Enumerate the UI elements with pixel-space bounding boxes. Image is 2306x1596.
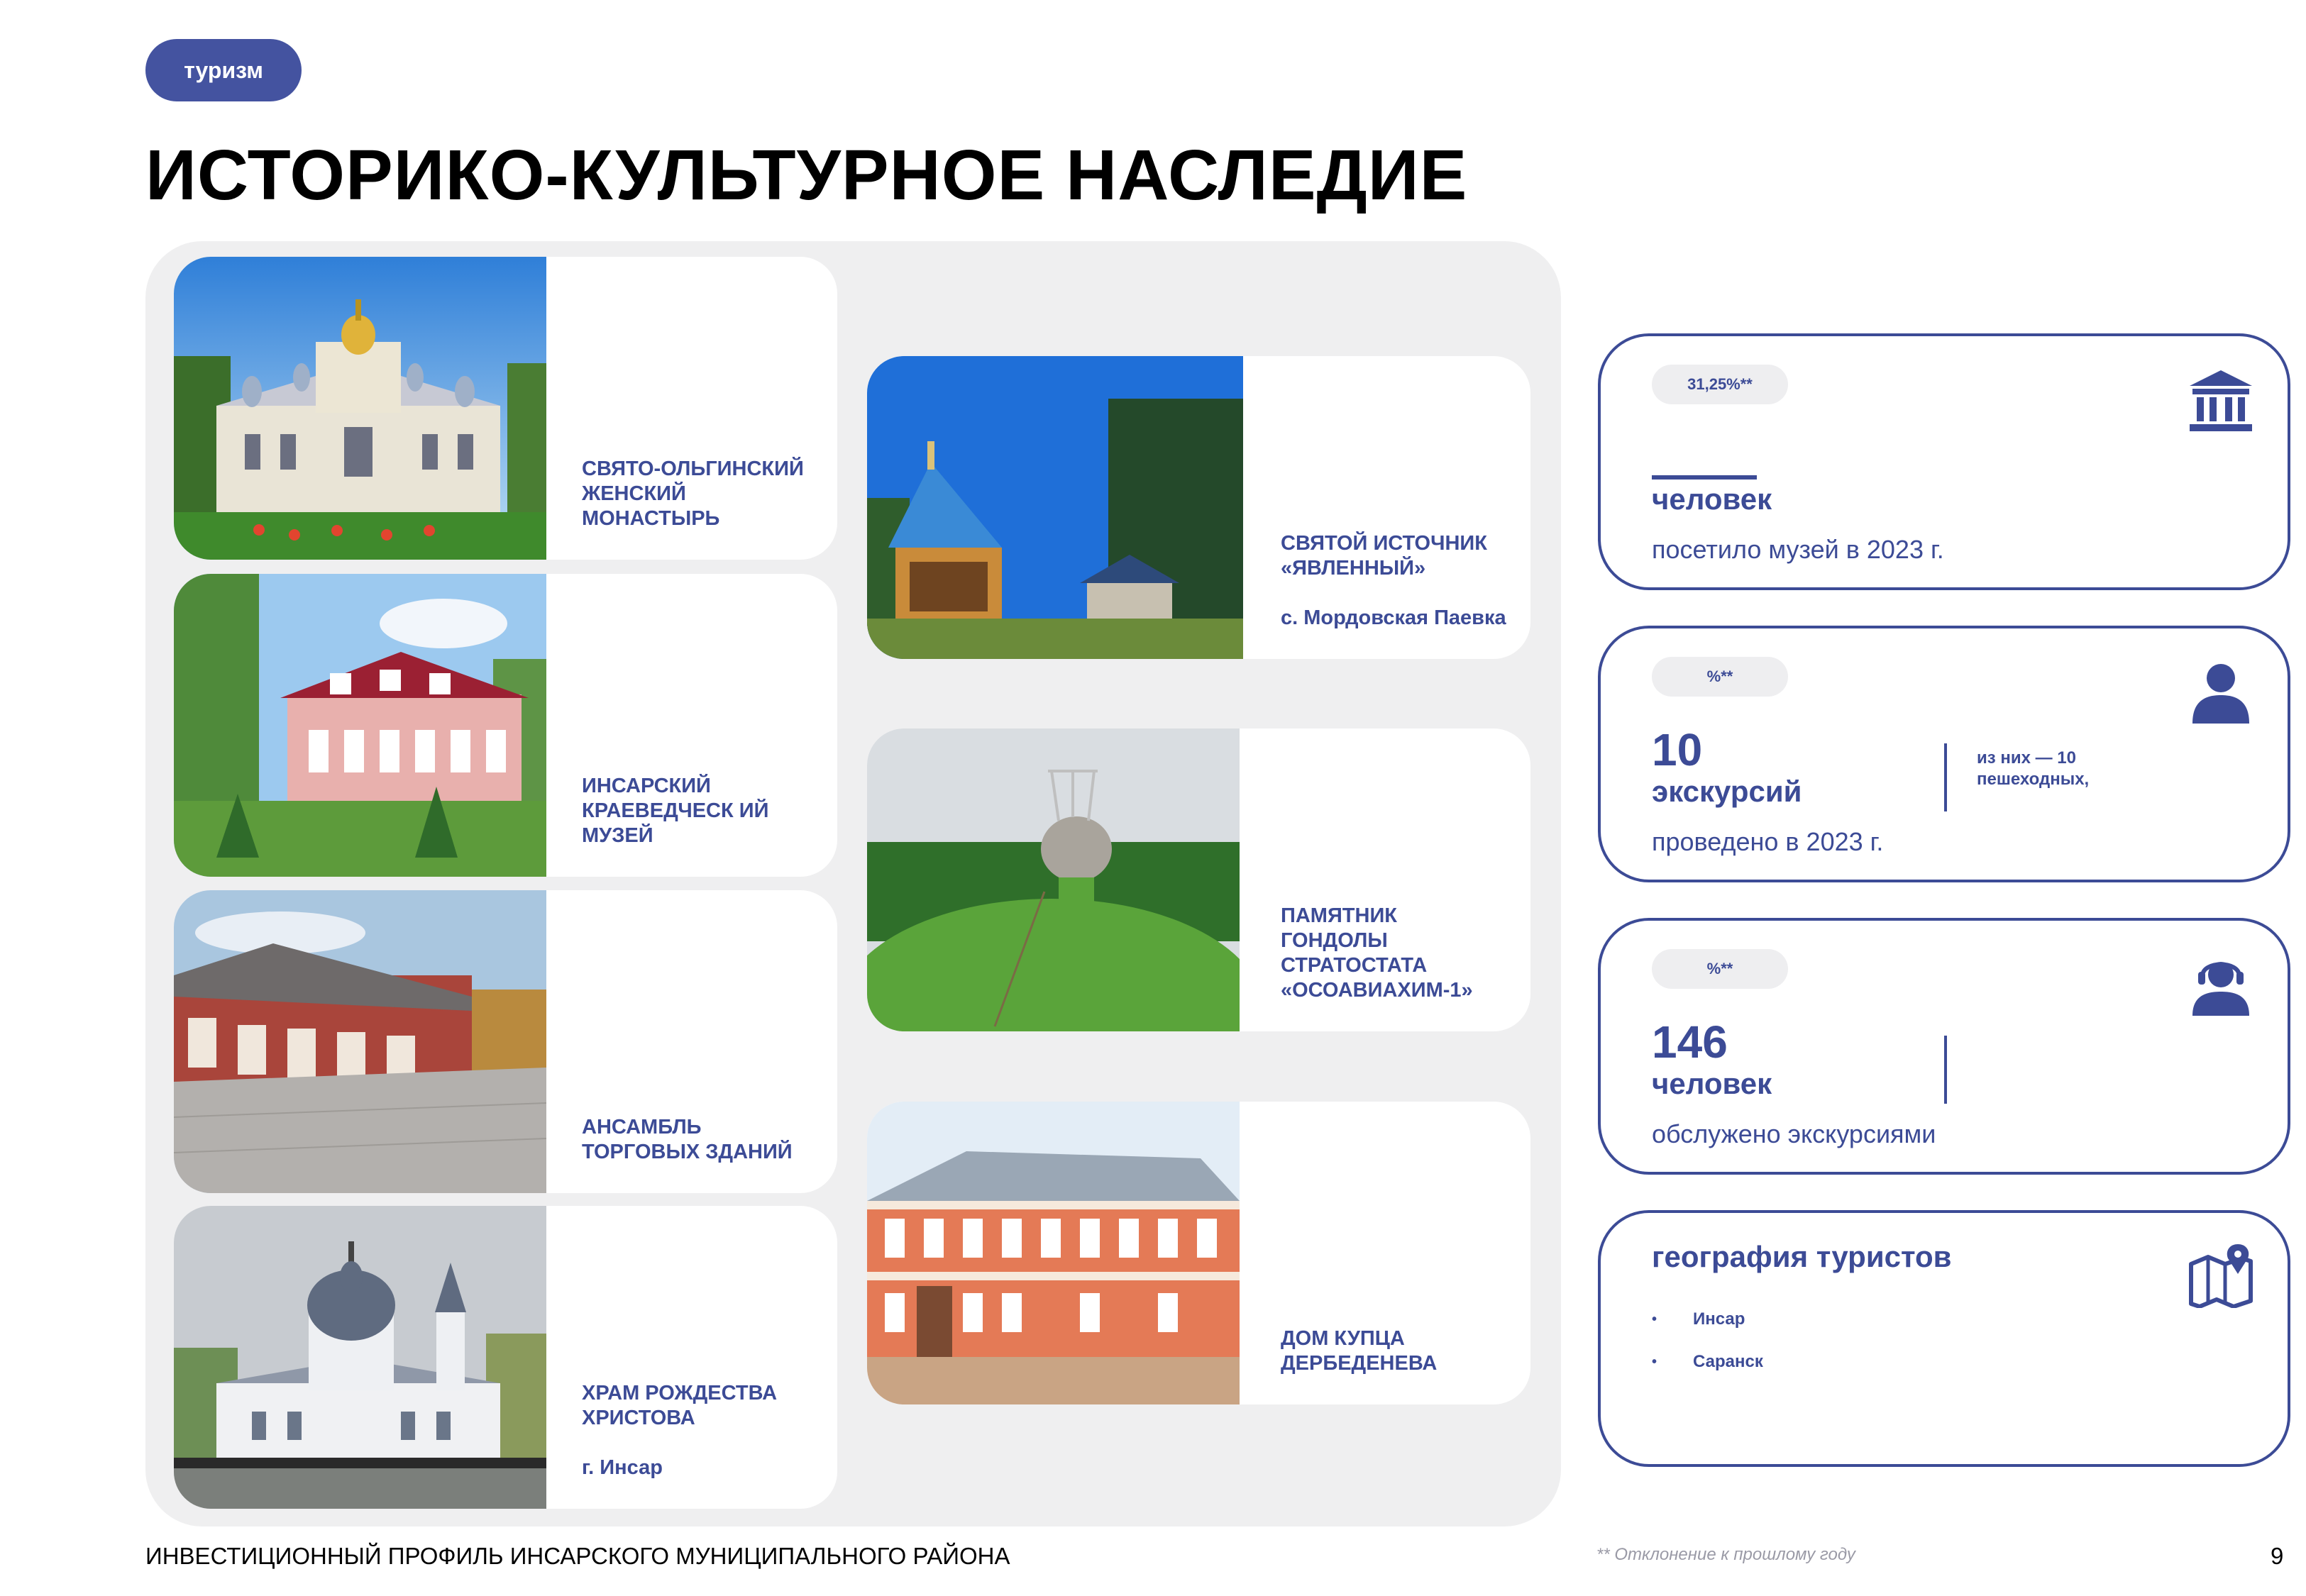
site-card-holy-spring[interactable] [867,356,1530,659]
site-caption: ХРАМ РОЖДЕСТВА ХРИСТОВА г. Инсар [582,1382,778,1479]
museum-icon [2187,366,2255,434]
stat-description: обслужено экскурсиями [1652,1119,1936,1148]
walking-excursions-note: из них — 10 пешеходных, [1977,748,2090,789]
stat-description: проведено в 2023 г. [1652,827,1884,856]
site-caption: ДОМ КУПЦА ДЕРБЕДЕНЕВА [1281,1327,1438,1375]
site-card-trade-buildings[interactable] [174,890,837,1193]
geography-list [1652,1298,1763,1383]
stratostat-monument-photo [867,728,1240,1031]
section-tag: туризм [145,39,302,101]
site-card-museum[interactable] [174,574,837,877]
merchant-house-photo [867,1102,1240,1404]
museum-photo [174,574,546,877]
stat-excursions [1598,626,2290,882]
map-pin-icon [2187,1240,2255,1308]
geography-title: география туристов [1652,1240,1952,1273]
page-title: ИСТОРИКО-КУЛЬТУРНОЕ НАСЛЕДИЕ [145,135,1468,215]
page-number: 9 [2271,1543,2284,1569]
nativity-church-photo [174,1206,546,1509]
stat-value: 146 [1652,1016,1728,1068]
site-caption: ПАМЯТНИК ГОНДОЛЫ СТРАТОСТАТА «ОСОАВИАХИМ-1» [1281,904,1473,1002]
stat-unit: человек [1652,1067,1772,1100]
change-badge: 31,25%** [1652,365,1788,404]
divider [1944,1036,1947,1104]
stat-unit: человек [1652,482,1772,516]
value-underline [1652,475,1757,480]
stat-value: 10 [1652,724,1703,775]
trade-buildings-photo [174,890,546,1193]
holy-spring-photo [867,356,1243,659]
site-card-stratostat-monument[interactable] [867,728,1530,1031]
site-card-nativity-church[interactable] [174,1206,837,1509]
site-caption: АНСАМБЛЬ ТОРГОВЫХ ЗДАНИЙ [582,1116,793,1163]
stat-people-served [1598,918,2290,1175]
site-card-monastery[interactable] [174,257,837,560]
person-icon [2187,658,2255,726]
list-item: • Саранск [1652,1352,1763,1371]
footer-footnote: ** Отклонение к прошлому году [1596,1545,1855,1564]
change-badge: %** [1652,657,1788,697]
guide-headset-icon [2187,951,2255,1019]
site-caption: СВЯТО-ОЛЬГИНСКИЙ ЖЕНСКИЙ МОНАСТЫРЬ [582,458,804,530]
change-badge: %** [1652,949,1788,989]
stat-unit: экскурсий [1652,775,1802,808]
divider [1944,743,1947,811]
site-card-merchant-house[interactable] [867,1102,1530,1404]
stat-museum-visitors [1598,333,2290,590]
footer-profile-title: ИНВЕСТИЦИОННЫЙ ПРОФИЛЬ ИНСАРСКОГО МУНИЦИПАЛЬНОГО РАЙОНА [145,1543,1010,1569]
list-item: • Инсар [1652,1309,1745,1329]
stat-description: посетило музей в 2023 г. [1652,535,1944,564]
site-caption: ИНСАРСКИЙ КРАЕВЕДЧЕСК ИЙ МУЗЕЙ [582,775,769,847]
site-caption: СВЯТОЙ ИСТОЧНИК «ЯВЛЕННЫЙ» с. Мордовская Паевка [1281,532,1506,629]
monastery-photo [174,257,546,560]
tourist-geography [1598,1210,2290,1467]
